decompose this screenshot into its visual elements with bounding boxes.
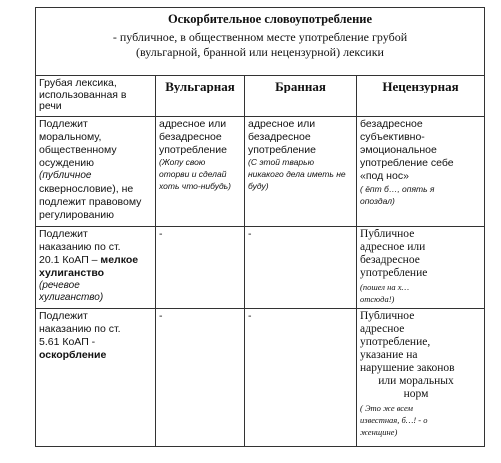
row1-c3-line: субъективно-: [360, 131, 425, 143]
row2-abusive-cell: [248, 229, 356, 240]
table-title: Оскорбительное словоупотребление: [167, 12, 373, 26]
row2-c0-line: наказанию по ст.: [39, 241, 121, 253]
row1-c1-line: безадресное: [159, 131, 222, 143]
header-cell-lexicon: [39, 78, 153, 116]
row2-consequence-cell: [39, 229, 154, 305]
row1-abusive-cell: [248, 119, 356, 194]
row3-c3-line: ( Это же всем: [360, 403, 413, 413]
row3-c0-line: 5.61 КоАП -: [39, 336, 96, 348]
row3-vulgar-cell: [159, 311, 244, 322]
row1-c3-line: эмоциональное: [360, 144, 437, 156]
row3-c0-line: Подлежит: [39, 311, 88, 322]
row2-c0-line: Подлежит: [39, 229, 88, 240]
row3-abusive-dash: -: [248, 311, 252, 322]
row1-c0-line: (публичное: [39, 170, 92, 181]
row2-vulgar-dash: -: [159, 229, 163, 240]
table-subtitle-line1: [36, 31, 484, 43]
row2-abusive-dash: -: [248, 229, 252, 240]
row1-c2-line: употребление: [248, 144, 316, 156]
row3-c3-line: норм: [403, 388, 429, 400]
row1-c2-line: буду): [248, 181, 269, 191]
row2-c3-line: безадресное: [360, 254, 420, 266]
table-subtitle-line2: (вульгарной, бранной или нецензурной) лексики: [136, 44, 384, 59]
row2-c0-line: хулиганство): [39, 292, 104, 303]
row3-consequence-cell: [39, 311, 154, 363]
row3-abusive-cell: [248, 311, 356, 322]
row1-c0-line: сквернословие), не: [39, 183, 134, 195]
header-obscene: Нецензурная: [382, 80, 459, 93]
row2-c3-line: Публичное: [360, 229, 415, 240]
row1-c1-line: адресное или: [159, 119, 227, 130]
row1-c2-line: адресное или: [248, 119, 316, 130]
row3-c3-line: нарушение законов: [360, 362, 455, 374]
row3-vulgar-dash: -: [159, 311, 163, 322]
row2-c0-offense-a: мелкое: [100, 254, 139, 266]
header-lexicon-line3: речи: [39, 100, 62, 112]
row3-c3-line: женщине): [360, 427, 398, 437]
row2-c0-offense-b: хулиганство: [39, 267, 105, 279]
header-lexicon-line2: использованная в: [39, 88, 127, 101]
header-cell-abusive: [245, 80, 356, 93]
row1-obscene-cell: [360, 119, 484, 209]
row1-c1-line: употребление: [159, 144, 227, 156]
row1-c0-line: подлежит правовому: [39, 196, 142, 208]
row2-vulgar-cell: [159, 229, 244, 240]
row1-c3-line: «под нос»: [360, 170, 409, 182]
row3-c3-line: или моральных: [378, 375, 454, 387]
row1-c1-line: (Жопу свою: [159, 157, 206, 167]
header-cell-vulgar: [156, 80, 244, 93]
row3-c0-offense: оскорбление: [39, 349, 107, 361]
row3-c3-line: указание на: [360, 349, 418, 361]
row3-c0-line: наказанию по ст.: [39, 323, 121, 335]
row2-c3-line: (пошел на х…: [360, 282, 410, 292]
row2-c3-line: адресное или: [360, 241, 426, 253]
subtitle-line1-text: - публичное, в общественном месте употребление грубой: [112, 29, 408, 44]
row1-c2-line: безадресное: [248, 131, 311, 143]
row1-c0-line: общественному: [39, 144, 117, 156]
header-vulgar: Вульгарная: [165, 80, 235, 93]
header-abusive: Бранная: [275, 80, 326, 93]
row1-c0-line: моральному,: [39, 131, 102, 143]
row2-c3-line: отсюда!): [360, 294, 395, 304]
row3-obscene-cell: [360, 311, 484, 440]
row1-c0-line: Подлежит: [39, 119, 88, 130]
header-cell-obscene: [357, 80, 484, 93]
row1-c2-line: никакого дела иметь не: [248, 169, 346, 179]
row3-c3-line: адресное: [360, 323, 405, 335]
row1-c3-line: безадресное: [360, 119, 423, 130]
row1-c3-line: опоздал): [360, 196, 395, 206]
table-title-cell: [36, 9, 484, 75]
row3-c3-line: Публичное: [360, 311, 415, 322]
row1-c3-line: ( ёпт б…, опять я: [360, 184, 435, 194]
row1-c1-line: оторви и сделай: [159, 169, 227, 179]
row2-obscene-cell: [360, 229, 484, 307]
row1-consequence-cell: [39, 119, 154, 223]
row1-c0-line: регулированию: [39, 209, 115, 221]
row2-c0-line: (речевое: [39, 280, 80, 291]
header-lexicon-line1: Грубая лексика,: [39, 78, 117, 89]
row1-c2-line: (С этой тварью: [248, 157, 314, 167]
row1-c0-line: осуждению: [39, 157, 94, 169]
row1-c1-line: хоть что-нибудь): [159, 181, 231, 191]
row2-c3-line: употребление: [360, 267, 428, 279]
row2-c0-article: 20.1 КоАП –: [39, 254, 98, 266]
row3-c3-line: известная, б…! - о: [360, 415, 428, 425]
row1-c3-line: употребление себе: [360, 157, 454, 169]
row1-vulgar-cell: [159, 119, 244, 194]
row3-c3-line: употребление,: [360, 336, 431, 348]
